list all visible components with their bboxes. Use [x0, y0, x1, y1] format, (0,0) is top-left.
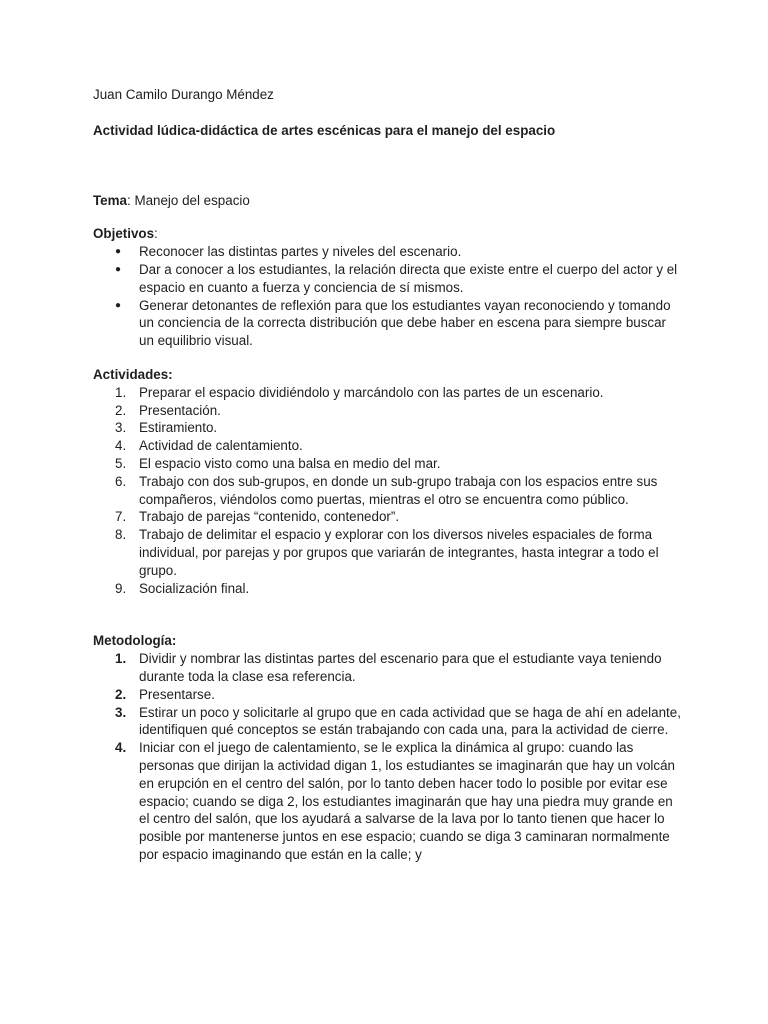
item-number: 2.: [115, 686, 127, 702]
item-number: 4.: [115, 438, 127, 454]
list-item-text: Actividad de calentamiento.: [139, 438, 303, 454]
tema-label: Tema: [93, 192, 127, 208]
item-number: 2.: [115, 402, 127, 418]
list-item: [93, 526, 683, 579]
item-number: 3.: [115, 704, 127, 720]
item-number: 1.: [115, 651, 127, 667]
list-item-text: Dividir y nombrar las distintas partes del escenario para que el estudiante vaya teniendo durante toda la clase esa referencia.: [139, 651, 662, 684]
metodologia-list: [93, 650, 683, 864]
list-item-text: Iniciar con el juego de calentamiento, se le explica la dinámica al grupo: cuando las personas que dirijan la actividad digan 1, los estudiantes se imaginarán que hay un volcán en erupción en el centro del salón, por lo tanto deben hacer todo lo posible por evitar ese espacio; cuando se diga 2, los estudiantes imaginarán que hay una piedra muy grande en el centro del salón, que los ayudará a salvarse de la lava por lo tanto tienen que hacer lo posible por mantenerse juntos en ese espacio; cuando se diga 3 caminaran normalmente por espacio imaginando que están en la calle; y: [139, 740, 675, 862]
list-item-text: Trabajo con dos sub-grupos, en donde un sub-grupo trabaja con los espacios entre sus compañeros, viéndolos como puertas, mientras el otro se encuentra como público.: [139, 473, 658, 507]
tema-line: [93, 192, 683, 210]
objetivos-label: Objetivos: [93, 226, 155, 242]
list-item-text: Generar detonantes de reflexión para que los estudiantes vayan reconociendo y tomando un conciencia de la correcta distribución que debe haber en escena para siempre buscar un equilibrio visual.: [139, 297, 671, 349]
list-item-text: Reconocer las distintas partes y niveles del escenario.: [139, 244, 462, 260]
item-number: 8.: [115, 527, 127, 543]
list-item: [93, 473, 683, 509]
bullet-icon: ●: [115, 263, 122, 275]
actividades-list: [93, 384, 683, 598]
list-item: [93, 650, 683, 686]
list-item-text: El espacio visto como una balsa en medio del mar.: [139, 455, 441, 471]
list-item: [93, 384, 683, 402]
list-item: [93, 297, 683, 350]
list-item: [93, 686, 683, 704]
list-item: [93, 508, 683, 526]
item-number: 3.: [115, 420, 127, 436]
bullet-icon: ●: [115, 246, 122, 258]
list-item-text: Estirar un poco y solicitarle al grupo que en cada actividad que se haga de ahí en adelante, identifiquen qué conceptos se están trabajando con cada una, para la actividad de cierre.: [139, 704, 681, 738]
item-number: 1.: [115, 384, 127, 400]
objetivos-list: [93, 243, 683, 350]
list-item-text: Trabajo de parejas “contenido, contenedor”.: [139, 509, 400, 525]
document-title: Actividad lúdica-didáctica de artes escénicas para el manejo del espacio: [93, 122, 556, 138]
list-item: [93, 739, 683, 864]
actividades-heading: Actividades:: [93, 366, 173, 382]
list-item: [93, 437, 683, 455]
item-number: 6.: [115, 473, 127, 489]
list-item-text: Estiramiento.: [139, 420, 218, 436]
tema-value: : Manejo del espacio: [127, 192, 250, 208]
list-item: [93, 243, 683, 261]
list-item: [93, 704, 683, 740]
item-number: 7.: [115, 509, 127, 525]
list-item-text: Socialización final.: [139, 580, 250, 596]
list-item-text: Trabajo de delimitar el espacio y explorar con los diversos niveles espaciales de forma individual, por parejas y por grupos que variarán de integrantes, hasta integrar a todo el grupo.: [139, 527, 659, 578]
list-item: [93, 402, 683, 420]
list-item: [93, 580, 683, 598]
list-item: [93, 261, 683, 297]
item-number: 9.: [115, 580, 127, 596]
objetivos-heading: [93, 225, 683, 243]
list-item-text: Preparar el espacio dividiéndolo y marcándolo con las partes de un escenario.: [139, 384, 604, 400]
bullet-icon: ●: [115, 299, 122, 311]
item-number: 4.: [115, 740, 127, 756]
document-page: [93, 86, 683, 864]
item-number: 5.: [115, 455, 127, 471]
metodologia-heading: Metodología:: [93, 633, 177, 649]
list-item-text: Presentación.: [139, 402, 221, 418]
list-item-text: Presentarse.: [139, 686, 215, 702]
author-name: Juan Camilo Durango Méndez: [93, 87, 274, 102]
list-item: [93, 419, 683, 437]
list-item: [93, 455, 683, 473]
objetivos-suffix: :: [154, 226, 158, 242]
list-item-text: Dar a conocer a los estudiantes, la relación directa que existe entre el cuerpo del actor y el espacio en cuanto a fuerza y conciencia de sí mismos.: [139, 261, 678, 295]
